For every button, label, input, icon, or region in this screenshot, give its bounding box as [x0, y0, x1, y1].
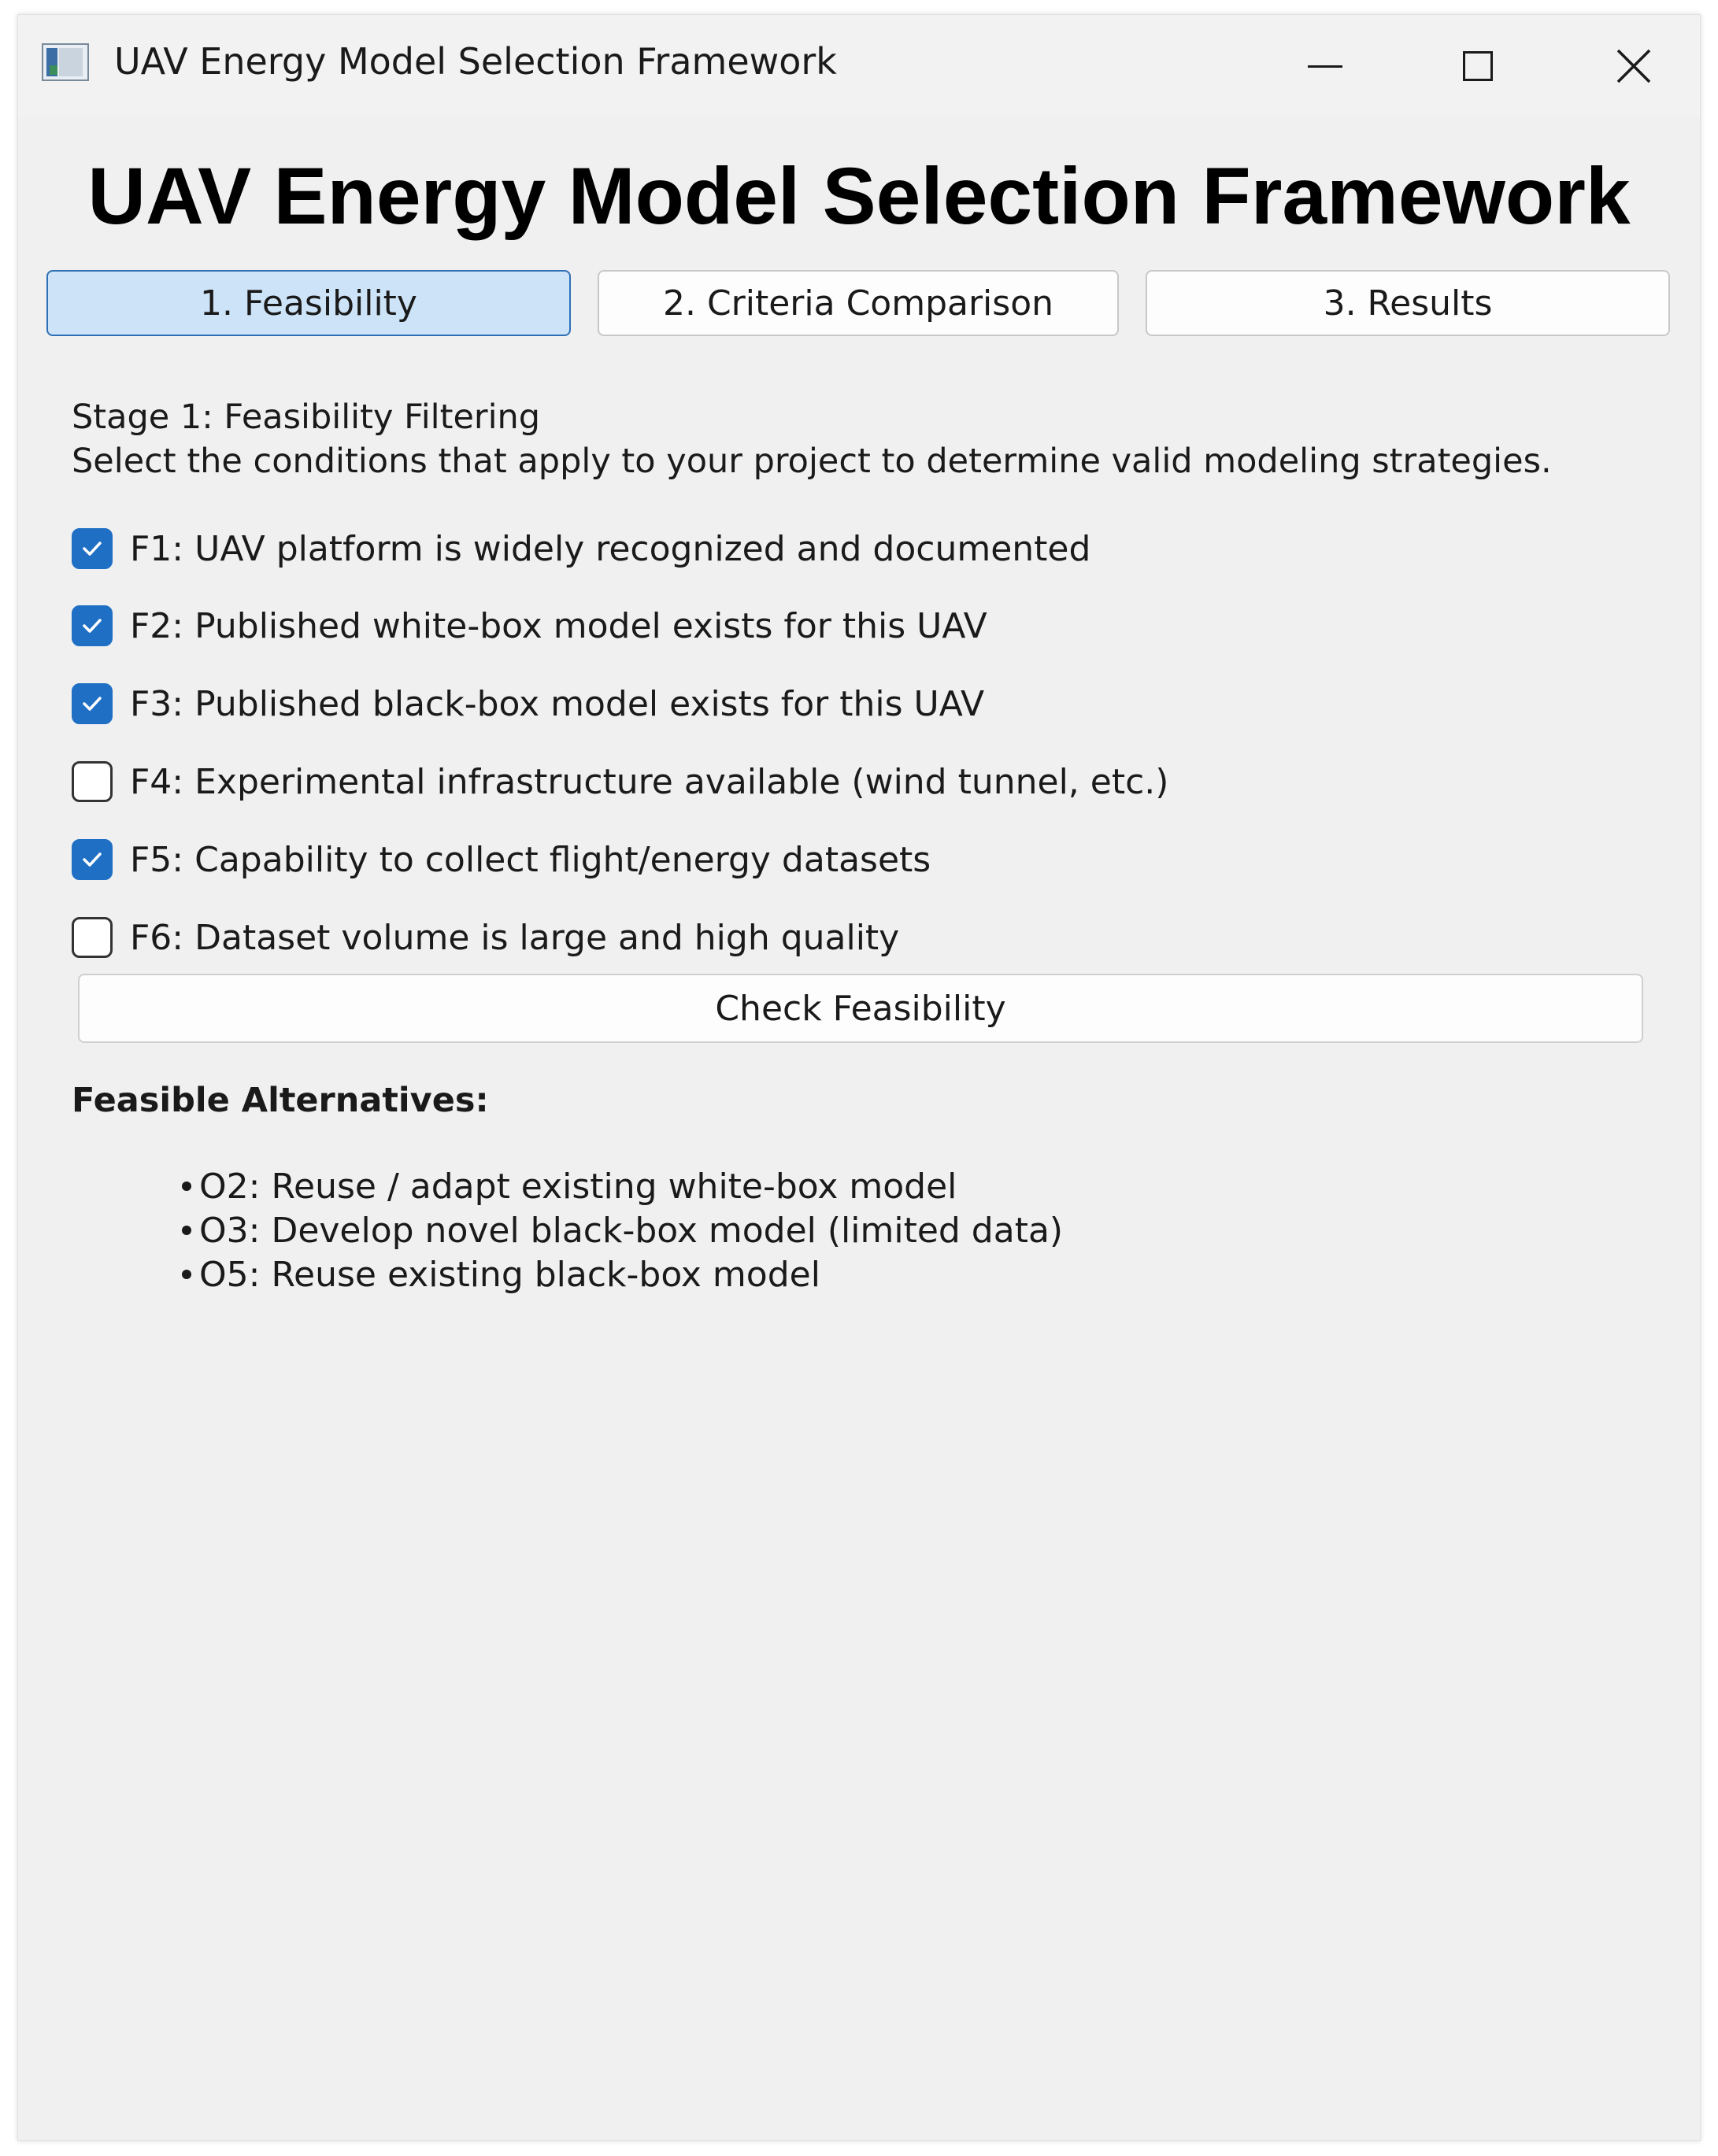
condition-f2[interactable] [72, 602, 987, 649]
results-heading: Feasible Alternatives: [72, 1081, 489, 1120]
list-item [182, 1164, 1063, 1208]
title-bar[interactable] [18, 15, 1700, 117]
f4-label[interactable]: F4: Experimental infrastructure available (wind tunnel, etc.) [130, 761, 1169, 802]
f4-checkbox[interactable] [72, 761, 113, 802]
tab-criteria-comparison[interactable] [598, 270, 1119, 336]
condition-f4[interactable] [72, 758, 1168, 805]
maximize-button[interactable] [1431, 31, 1525, 102]
stage-description: Select the conditions that apply to your project to determine valid modeling strategies. [72, 442, 1552, 481]
checkmark-icon [80, 537, 104, 560]
f6-label[interactable]: F6: Dataset volume is large and high quality [130, 917, 900, 958]
check-feasibility-button[interactable] [78, 974, 1643, 1043]
feasible-alternatives-list [182, 1164, 1063, 1296]
page-title: UAV Energy Model Selection Framework [87, 151, 1631, 241]
minimize-button[interactable] [1278, 31, 1372, 102]
tab-results[interactable] [1146, 270, 1670, 336]
close-button[interactable] [1587, 31, 1681, 102]
f1-label[interactable]: F1: UAV platform is widely recognized and documented [130, 528, 1091, 569]
list-item [182, 1208, 1063, 1252]
checkmark-icon [80, 614, 104, 638]
f1-checkbox[interactable] [72, 528, 113, 569]
bullet-icon [182, 1270, 191, 1279]
alternative-text: O2: Reuse / adapt existing white-box model [199, 1166, 957, 1207]
condition-f5[interactable] [72, 836, 931, 883]
condition-f1[interactable] [72, 525, 1090, 572]
bullet-icon [182, 1182, 191, 1191]
maximize-icon [1463, 51, 1493, 81]
stage-title: Stage 1: Feasibility Filtering [72, 398, 541, 437]
close-icon [1616, 48, 1652, 84]
list-item [182, 1252, 1063, 1296]
f2-label[interactable]: F2: Published white-box model exists for this UAV [130, 605, 987, 646]
tab-label: 3. Results [1323, 283, 1493, 324]
f3-label[interactable]: F3: Published black-box model exists for this UAV [130, 683, 985, 724]
bullet-icon [182, 1226, 191, 1235]
checkmark-icon [80, 848, 104, 871]
condition-f3[interactable] [72, 680, 984, 727]
checkmark-icon [80, 692, 104, 716]
alternative-text: O5: Reuse existing black-box model [199, 1254, 820, 1295]
f3-checkbox[interactable] [72, 683, 113, 724]
f2-checkbox[interactable] [72, 605, 113, 646]
minimize-icon [1308, 65, 1342, 68]
f5-label[interactable]: F5: Capability to collect flight/energy datasets [130, 839, 931, 880]
tab-feasibility[interactable] [46, 270, 571, 336]
check-feasibility-label: Check Feasibility [715, 988, 1006, 1029]
f6-checkbox[interactable] [72, 917, 113, 958]
tab-label: 1. Feasibility [200, 283, 417, 324]
f5-checkbox[interactable] [72, 839, 113, 880]
condition-f6[interactable] [72, 914, 899, 961]
alternative-text: O3: Develop novel black-box model (limited data) [199, 1210, 1064, 1251]
app-icon [42, 43, 89, 81]
tab-label: 2. Criteria Comparison [662, 283, 1054, 324]
app-window [17, 14, 1701, 2141]
window-title: UAV Energy Model Selection Framework [114, 40, 837, 83]
